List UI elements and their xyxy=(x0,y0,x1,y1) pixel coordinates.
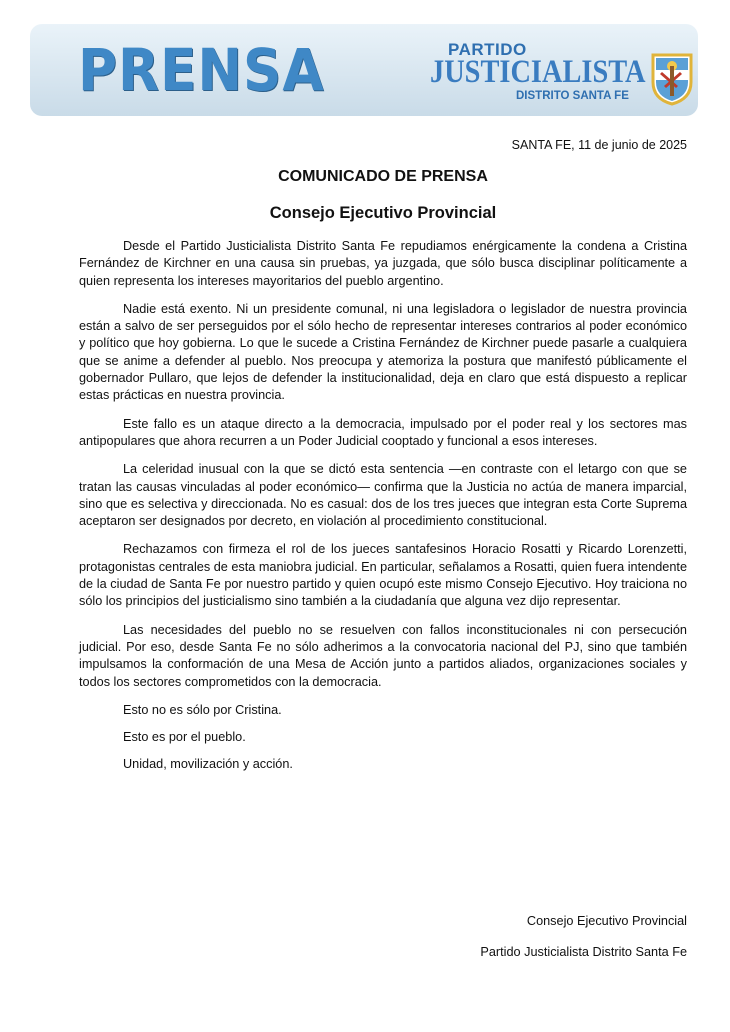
pj-logo-distrito: DISTRITO SANTA FE xyxy=(516,90,629,102)
paragraph: Desde el Partido Justicialista Distrito Santa Fe repudiamos enérgicamente la condena a Cristina Fernández de Kirchner en una causa sin pruebas, ya juzgada, que sólo busca disciplinar políticamente a quien representa los intereses mayoritarios del pueblo argentino. xyxy=(79,239,687,288)
prensa-logo-text: PRENSA xyxy=(78,36,325,104)
closing-line: Esto es por el pueblo. xyxy=(123,730,246,745)
signature-council: Consejo Ejecutivo Provincial xyxy=(526,914,687,928)
closing-line: Unidad, movilización y acción. xyxy=(123,757,293,772)
paragraph: Las necesidades del pueblo no se resuelven con fallos inconstitucionales ni con persecución judicial. Por eso, desde Santa Fe no sólo adherimos a la convocatoria nacional del PJ, sino que también impulsamos la conformación de una Mesa de Acción junto a partidos aliados, organizaciones sociales y todos los sectores comprometidos con la democracia. xyxy=(79,622,687,689)
paragraph: Rechazamos con firmeza el rol de los jueces santafesinos Horacio Rosatti y Ricardo Lorenzetti, protagonistas centrales de esta maniobra judicial. En particular, señalamos a Rosatti, quien fuera intendente de la ciudad de Santa Fe por nuestro partido y quien ocupó este mismo Consejo Ejecutivo. Hoy traiciona no sólo los principios del justicialismo sino también a la ciudadanía que alguna vez dijo representar. xyxy=(79,542,687,609)
pj-logo-justicialista: JUSTICIALISTA xyxy=(430,54,646,90)
paragraph: Este fallo es un ataque directo a la democracia, impulsado por el poder real y los sectores mas antipopulares que ahora recurren a un Poder Judicial cooptado y funcional a esos intereses. xyxy=(79,416,687,448)
pj-shield-icon xyxy=(650,52,694,106)
document-subtitle: Consejo Ejecutivo Provincial xyxy=(269,204,497,222)
document-date: SANTA FE, 11 de junio de 2025 xyxy=(511,138,687,152)
document-title: COMUNICADO DE PRENSA xyxy=(278,168,488,185)
paragraph: La celeridad inusual con la que se dictó esta sentencia —en contraste con el letargo con que se tratan las causas vinculadas al poder económico— confirma que la Justicia no actúa de manera imparcial, sino que es selectiva y direccionada. No es casual: dos de los tres jueces que integran esta Corte Suprema aceptaron ser designados por decreto, en violación al procedimiento constitucional. xyxy=(79,462,687,529)
paragraph: Nadie está exento. Ni un presidente comunal, ni una legisladora o legislador de nuestra provincia están a salvo de ser perseguidos por el sólo hecho de representar intereses contrarios al poder económico y político que hoy gobierna. Lo que le sucede a Cristina Fernández de Kirchner puede pasarle a cualquiera que se anime a defender al pueblo. Nos preocupa y atemoriza la postura que manifestó públicamente el gobernador Pullaro, que lejos de defender la institucionalidad, deja en claro que está dispuesto a replicar estas prácticas en nuestra provincia. xyxy=(79,301,687,403)
header-banner xyxy=(30,24,698,116)
closing-line: Esto no es sólo por Cristina. xyxy=(123,702,282,717)
document-body xyxy=(79,238,687,784)
pj-logo-partido: PARTIDO xyxy=(448,40,527,59)
signature-party: Partido Justicialista Distrito Santa Fe xyxy=(480,945,687,959)
pj-logo xyxy=(430,38,650,108)
